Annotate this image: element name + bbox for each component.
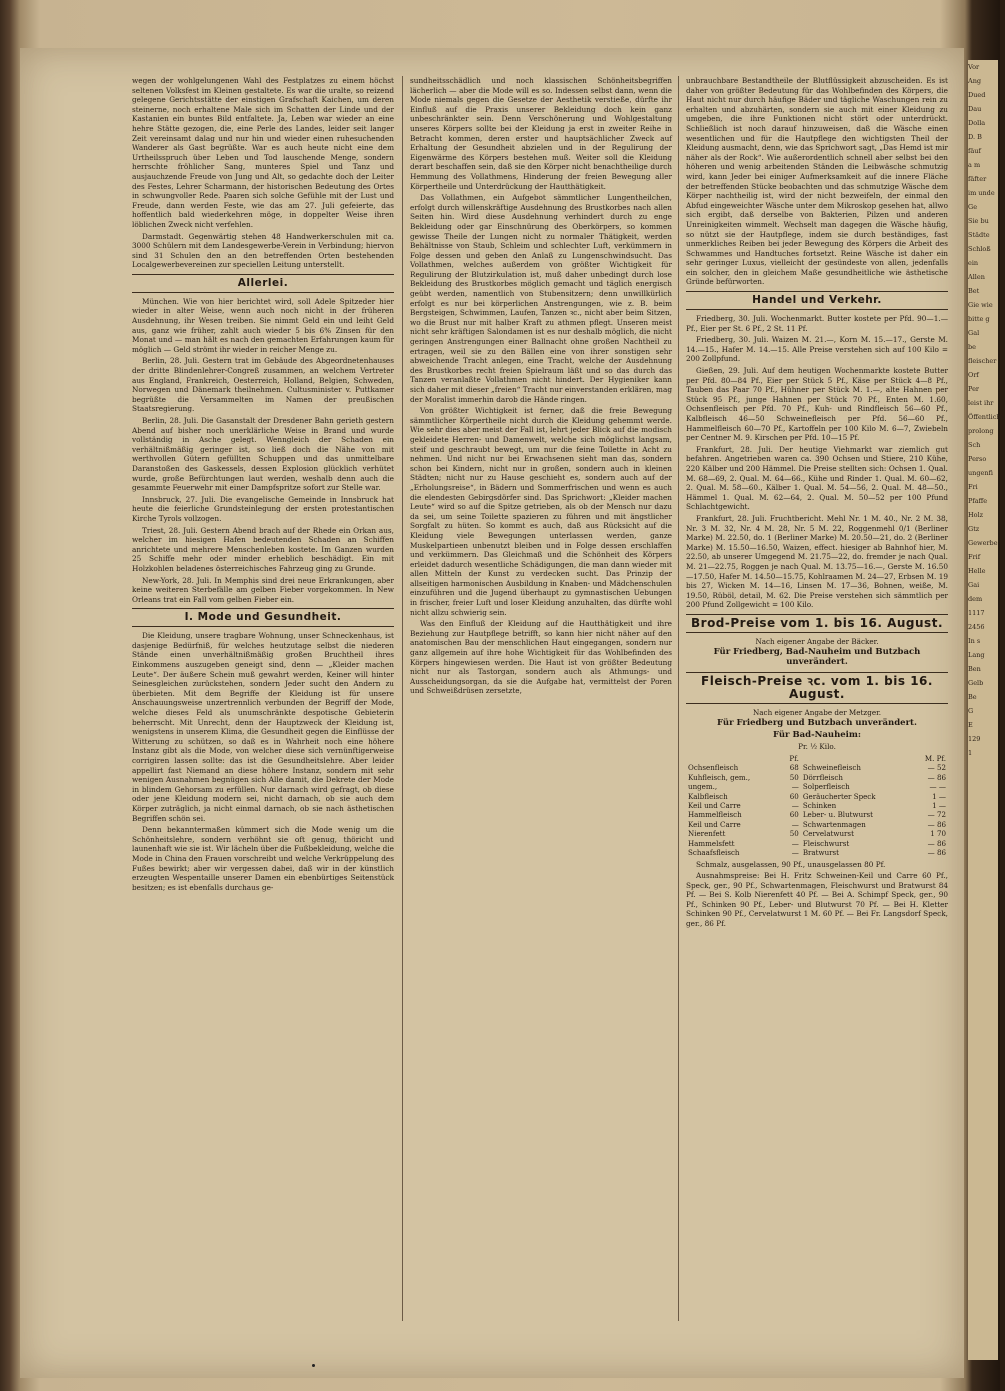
edge-fragment: 1 [968,749,973,757]
edge-fragment: Pfaffe [968,497,988,505]
table-cell: 1 70 [930,829,946,839]
table-cell: — 86 [927,838,946,848]
edge-fragment: Dued [968,91,986,99]
table-header: Pf. [789,754,799,764]
edge-fragment: Allen [968,273,985,281]
adjacent-page-edge [968,60,1005,1360]
edge-fragment: fäuf [968,147,981,155]
price-note: Schmalz, ausgelassen, 90 Pf., unausgelassen 80 Pf. [696,859,886,869]
edge-fragment: Dau [968,105,982,113]
meat-price-table [686,754,948,857]
table-cell: Schaafsfleisch [688,848,740,858]
notice-line: Für Bad-Nauheim: [772,729,862,740]
table-cell [686,754,781,763]
edge-fragment: 2456 [968,623,985,631]
table-row [686,782,948,791]
table-row [686,810,948,819]
edge-fragment: Frif [968,553,981,561]
article-paragraph: Die Kleidung, unsere tragbare Wohnung, unser Schneckenhaus, ist dasjenige Bedürfniß, für welches heutzutage selbst die niederen Stände einen unverhältnißmäßig großen Bruchtheil ihres Einkommens auszugeben geneigt sind, denn — „Kleider machen Leute“. Der äußere Schein muß gewahrt werden, Keiner will hinter Seinesgleichen zurückstehen, sondern Jeder sucht den Andern zu überbieten. Mit dem Begriffe der Kleidung ist für unsere Anschauungsweise unzertrennlich verbunden der Begriff der Mode, welche dieses Feld als unumschränkte despotische Gebieterin beherrscht. Mit Unrecht, denn der Hauptzweck der Kleidung ist, wenigstens in unserem Klima, die Gesundheit gegen die Einflüsse der Witterung zu schützen, so daß es in Wahrheit noch eine höhere Instanz gibt als die Mode, von welcher diese sich vernünftigerweise corrigiren lassen sollte: das ist die Gesundheitslehre. Aber leider appellirt fast Niemand an diese höhere Instanz, sondern mit sehr wenigen Ausnahmen begnügen sich Alle damit, die Dekrete der Mode in blindem Gehorsam zu erfüllen. Nur darnach wird gefragt, ob diese oder jene Kleidung modern sei, nicht darnach, ob sie auch dem Körper zuträglich, ja nicht einmal darnach, ob sie nach ästhetischen Begriffen schön sei. [132,631,394,823]
table-header: M. Pf. [924,754,946,764]
edge-fragment: Perso [968,455,987,463]
table-row [686,820,948,829]
table-cell: — [791,838,799,848]
edge-fragment: Lang [968,651,985,659]
table-cell: Hammelsfett [688,838,735,848]
table-cell: — 52 [927,763,946,773]
column-rule [678,76,679,1321]
edge-fragment: im unde [968,189,995,197]
subheading: Nach eigener Angabe der Metzger. [752,707,881,717]
meat-price-rows [686,763,948,857]
table-cell: Leber- u. Blutwurst [802,810,874,820]
edge-fragment: Gtz [968,525,980,533]
table-cell: — 86 [927,848,946,858]
table-cell: Kuhfleisch, gem., [688,772,751,782]
table-cell: — 72 [927,810,946,820]
edge-fragment: Bet [968,287,980,295]
table-cell: Geräucherter Speck [802,791,876,801]
edge-fragment: 1117 [968,609,985,617]
market-report: Frankfurt, 28. Juli. Der heutige Viehmarkt war ziemlich gut befahren. Angetrieben waren ca. 390 Ochsen und Stiere, 210 Kühe, 220 Kälber und 200 Hämmel. Die Preise stellten sich: Ochsen 1. Qual. M. 68—69, 2. Qual. M. 64—66., Kühe und Rinder 1. Qual. M. 60—62, 2. Qual. M. 58—60., Kälber 1. Qual. M. 54—56, 2. Qual. M. 48—50., Hämmel 1. Qual. M. 62—64, 2. Qual. M. 50—52 per 100 Pfund Schlachtgewicht. [686,444,948,512]
edge-fragment: Orf [968,371,979,379]
market-report: Gießen, 29. Juli. Auf dem heutigen Wochenmarkte kostete Butter per Pfd. 80—84 Pf., Eier per Stück 5 Pf., Käse per Stück 4—8 Pf., Tauben das Paar 70 Pf., Hühner per Stück M. 1.—, alte Hahnen per Stück 95 Pf., junge Hahnen per Stück 70 Pf., Enten M. 1.60, Ochsenfleisch per Pfd. 70 Pf., Kuh- und Rindfleisch 56—60 Pf., Kalbfleisch 46—50 Schweinefleisch per Pfd. 56—60 Pf., Hammelfleisch 60—70 Pf., Kartoffeln per 100 Kilo M. 6—7, Zwiebeln per Centner M. 9. Kirschen per Pfd. 10—15 Pf. [686,366,948,443]
section-heading: Brod-Preise vom 1. bis 16. August. [686,614,948,633]
edge-fragment: prolong [968,427,994,435]
table-cell: — 86 [927,819,946,829]
news-item: München. Wie von hier berichtet wird, soll Adele Spitzeder hier wieder in alter Weise, wenn auch noch nicht in der früheren Ausdehnung, ihr Wesen treiben. Sie nimmt Geld ein und leiht Geld aus, ganz wie früher, zahlt auch wieder 5 bis 6% Zinsen für den Monat und — man hält es nach den gemachten Erfahrungen kaum für möglich — Geld strömt ihr wieder in reicher Menge zu. [132,296,394,354]
edge-fragment: Öffentlichk [968,413,1005,421]
article-paragraph: unbrauchbare Bestandtheile der Blutflüssigkeit abzuscheiden. Es ist daher von größter Bedeutung für das Wohlbefinden des Körpers, die Haut nicht nur durch häufige Bäder und tägliche Waschungen rein zu erhalten und abzuhärten, sondern sie auch mit einer Kleidung zu umgeben, die ihre Funktionen nicht stört oder unterdrückt. Schließlich ist noch darauf hinzuweisen, daß die Wäsche einen wesentlichen und für die Hautpflege den wichtigsten Theil der Kleidung ausmacht, denn, wie das Sprichwort sagt, „Das Hemd ist mir näher als der Rock“. Wie außerordentlich schnell aber selbst bei den höheren und wenig arbeitenden Ständen die Leibwäsche schmutzig wird, kann Jeder bei einiger Aufmerksamkeit auf die innere Fläche der betreffenden Stücke beobachten und das schmutzige Wäsche dem Körper nachtheilig ist, wird der nicht bezweifeln, der einmal den Abfud eingeweichter Wäsche unter dem Mikroskop gesehen hat, allwo sich ergibt, daß derselbe von Bakterien, Pilzen und anderen Unreinigkeiten wimmelt. Wechselt man dagegen die Wäsche häufig, so nützt sie der Hautpflege, indem sie durch beständiges, fast unmerkliches Reiben bei jeder Bewegung des Körpers die Arbeit des Schwammes und Handtuches fortsetzt. Reine Wäsche ist daher ein sehr geringer Luxus, vielleicht der gesündeste von allen, jedenfalls ein solcher, den in gleichem Maße gesundheitliche wie ästhetische Gründe befürworten. [686,76,948,287]
table-row [686,848,948,857]
table-cell: Nierenfett [688,829,726,839]
notice-line: Für Friedberg und Butzbach unverändert. [717,718,917,729]
table-cell [801,754,912,763]
table-cell: Keil und Carre [688,819,741,829]
table-row [686,763,948,772]
table-cell: Keil und Carre [688,801,741,811]
edge-fragment: fleischer [968,357,997,365]
unit-label: Pr. ½ Kilo. [798,742,836,752]
table-cell: 50 [789,772,799,782]
article-paragraph: sundheitsschädlich und noch klassischen Schönheitsbegriffen lächerlich — aber die Mode will es so. Indessen selbst dann, wenn die Mode niemals gegen die Gesetze der Aesthetik verstieße, dürfte ihr Einfluß auf die Praxis unserer Bekleidung doch kein ganz unbeschränkter sein. Denn Verschönerung und Wohlgestaltung unseres Körpers sollte bei der Kleidung ja erst in zweiter Reihe in Betracht kommen, deren erster und hauptsächlicher Zweck auf Erhaltung der Gesundheit abzielen und in der Regulirung der Eigenwärme des Körpers bestehen muß. Weiter soll die Kleidung derart beschaffen sein, daß sie den Körper nicht benachtheilige durch Hemmung des Vollathmens, Hinderung der freien Bewegung aller Körpertheile und Unterdrückung der Hautthätigkeit. [410,76,672,191]
edge-fragment: ungenfi [968,469,993,477]
table-cell: Schwartenmagen [802,819,866,829]
table-cell: Hammelfleisch [688,810,742,820]
edge-fragment: Gelb [968,679,984,687]
edge-fragment: Fri [968,483,978,491]
table-row [686,801,948,810]
table-cell: Solperfleisch [802,782,850,792]
table-cell: Bratwurst [802,848,840,858]
section-heading: Handel und Verkehr. [686,291,948,310]
table-cell: Schinken [802,801,837,811]
column-2 [410,76,672,1316]
table-cell: 60 [789,810,799,820]
table-row [686,839,948,848]
edge-fragment: Per [968,385,980,393]
article-paragraph: Was den Einfluß der Kleidung auf die Hautthätigkeit und ihre Beziehung zur Hautpflege betrifft, so kann hier nicht näher auf den anatomischen Bau der menschlichen Haut eingegangen, sondern nur ganz allgemein auf ihre hohe Wichtigkeit für das Wohlbefinden des Körpers hingewiesen werden. Die Haut ist von größter Bedeutung nicht nur als Tastorgan, sondern auch als Athmungs- und Ausscheidungsorgan, da sie die Aufgabe hat, vermittelst der Poren und Schweißdrüsen zersetzte, [410,619,672,696]
edge-fragment: Helle [968,567,986,575]
news-item: Innsbruck, 27. Juli. Die evangelische Gemeinde in Innsbruck hat heute die feierliche Grundsteinlegung der ersten protestantischen Kirche Tyrols vollzogen. [132,494,394,523]
subheading: Nach eigener Angabe der Bäcker. [755,636,879,646]
table-cell: Schweinefleisch [802,763,861,773]
edge-fragment: Gewerbe [968,539,998,547]
edge-fragment: Gal [968,329,980,337]
edge-fragment: Ang [968,77,982,85]
edge-fragment: Sie bu [968,217,989,225]
table-cell: — [791,782,799,792]
table-cell: — 86 [927,772,946,782]
news-item: Berlin, 28. Juli. Gestern trat im Gebäude des Abgeordnetenhauses der dritte Blindenlehrer-Congreß zusammen, an welchem Vertreter aus England, Frankreich, Oesterreich, Holland, Belgien, Schweden, Norwegen und Dänemark theilnehmen. Cultusminister v. Puttkamer begrüßte die Versammelten im Namen der preußischen Staatsregierung. [132,356,394,414]
table-cell: 60 [789,791,799,801]
edge-fragment: Ge [968,203,978,211]
edge-fragment: bitte g [968,315,990,323]
page-mark [312,1364,315,1367]
market-report: Friedberg, 30. Juli. Waizen M. 21.—, Korn M. 15.—17., Gerste M. 14.—15., Hafer M. 14.—15. Alle Preise verstehen sich auf 100 Kilo = 200 Zollpfund. [686,335,948,364]
table-header-row [686,754,948,763]
edge-fragment: Sch [968,441,981,449]
edge-fragment: dem [968,595,983,603]
edge-fragment: be [968,343,977,351]
table-cell: 50 [789,829,799,839]
market-report: Friedberg, 30. Juli. Wochenmarkt. Butter kostete per Pfd. 90—1.— Pf., Eier per St. 6 Pf., 2 St. 11 Pf. [686,314,948,333]
table-row [686,829,948,838]
article-paragraph: Von größter Wichtigkeit ist ferner, daß die freie Bewegung sämmtlicher Körpertheile nicht durch die Kleidung gehemmt werde. Wie sehr dies aber meist der Fall ist, lehrt jeder Blick auf die modisch gekleidete Herren- und Damenwelt, welche sich möglichst langsam, steif und geschraubt bewegt, um nur die feine Toilette in Acht zu nehmen. Und nicht nur bei Erwachsenen sieht man das, sondern schon bei Kindern, nicht nur in großen, sondern auch in kleinen Städten; nicht nur zu Hause geschieht es, sondern auch auf der „Erholungsreise“, in Bädern und Sommerfrischen und wenn es auch die elendesten Gebirgsdörfer sind. Das Sprichwort: „Kleider machen Leute“ wird so auf die Spitze getrieben, als ob der Mensch nur dazu da sei, um seine Toilette spazieren zu führen und mit ängstlicher Sorgfalt zu hüten. So kommt es auch, daß aus Rücksicht auf die Kleidung viele Bewegungen unterlassen werden, ganze Muskelpartieen unbenutzt bleiben und in Folge dessen erschlaffen und verkümmern. Das Gleichmaß und die Schönheit des Körpers erleidet dadurch wesentliche Schädigungen, die man dann wieder mit allen Mitteln der Kunst zu verdecken sucht. Das Prinzip der allseitigen harmonischen Ausbildung in Knaben- und Mädchenschulen einzuführen und die Jugend überhaupt zu gymnastischen Uebungen in frischer, freier Luft und loser Kleidung anzuhalten, das dürfte wohl nicht allzu schwierig sein. [410,406,672,617]
table-cell: Dörrfleisch [802,772,843,782]
edge-fragment: Dolla [968,119,986,127]
section-heading: I. Mode und Gesundheit. [132,608,394,627]
section-heading: Allerlei. [132,274,394,293]
edge-fragment: Schloß [968,245,991,253]
edge-fragment: E [968,721,973,729]
news-item: Triest, 28. Juli. Gestern Abend brach auf der Rhede ein Orkan aus, welcher im hiesigen Hafen bedeutenden Schaden an Schiffen anrichtete und mehrere Menschenleben kostete. Im Ganzen wurden 25 Schiffe mehr oder minder erheblich beschädigt. Ein mit Holzkohlen beladenes österreichisches Fahrzeug ging zu Grunde. [132,525,394,573]
article-paragraph: wegen der wohlgelungenen Wahl des Festplatzes zu einem höchst seltenen Volksfest im Kleinen gestaltete. Es war die uralte, so reizend gelegene Gerichtsstätte der einstigen Grafschaft Kaichen, um deren steinerne, noch erhaltene Male sich im Schatten der Linde und der Kastanien ein buntes Bild entfaltete. Ja, Leben war wieder an eine hehre Stätte gezogen, die, eine Perle des Landes, leider seit langer Zeit vereinsamt dalag und nur hin und wieder einen ruhesuchenden Wanderer als Gast begrüßte. War es auch heute nicht eine dem Urtheilsspruch über Leben und Tod lauschende Menge, sondern herrschte fröhlicher Sang, munteres Spiel und Tanz und ausjauchzende Freude von Jung und Alt, so gedachte doch der Leiter des Festes, Lehrer Scharmann, der historischen Bedeutung des Ortes in schwungvoller Rede. Paaren sich solche Gefühle mit der Lust und Freude, dann werden Feste, wie das am 27. Juli gefeierte, das hoffentlich bald wiederkehren möge, in doppelter Weise ihren löblichen Zweck nicht verfehlen. [132,76,394,229]
edge-fragment: Be [968,693,977,701]
table-cell: ungem., [688,782,718,792]
edge-fragment: Gie wie [968,301,993,309]
newspaper-page [20,48,964,1378]
table-cell: 1 — [932,801,946,811]
edge-fragment: Holz [968,511,984,519]
news-item: New-York, 28. Juli. In Memphis sind drei neue Erkrankungen, aber keine weiteren Sterbefälle am gelben Fieber vorgekommen. In New Orleans trat ein Fall vom gelben Fieber ein. [132,575,394,604]
table-cell: Fleischwurst [802,838,850,848]
section-heading: Fleisch-Preise ꝛc. vom 1. bis 16. August. [686,672,948,704]
table-cell: Ochsenfleisch [688,763,739,773]
article-paragraph: Das Vollathmen, ein Aufgebot sämmtlicher Lungentheilchen, erfolgt durch willenskräftige Ausdehnung des Brustkorbes nach allen Seiten hin. Wird diese Ausdehnung verhindert durch zu enge Bekleidung oder gar Einschnürung des Oberkörpers, so kommen gewisse Theile der Lungen nicht zu normaler Thätigkeit, werden Behältnisse von Staub, Schleim und schlechter Luft, verkümmern in Folge dessen und geben den Anlaß zu Lungenschwindsucht. Das Vollathmen, welches außerdem von größter Wichtigkeit für Regulirung der Blutzirkulation ist, muß daher unbedingt durch lose Bekleidung des Brustkorbes möglich gemacht und täglich energisch geübt werden, namentlich von Stubensitzern; denn unwillkürlich erfolgt es nur bei körperlichen Anstrengungen, wie z. B. beim Bergsteigen, Schwimmen, Laufen, Tanzen ꝛc., nicht aber beim Sitzen, wo die Brust nur mit halber Kraft zu athmen pflegt. Unseren meist nicht sehr kräftigen Salondamen ist es nur deshalb möglich, die nicht geringen Anstrengungen einer Ballnacht ohne großen Nachtheil zu ertragen, weil sie zu den Bällen eine von ihrer sonstigen sehr abweichende Tracht anlegen, eine Tracht, welche der Ausdehnung des Brustkorbes recht freien Spielraum läßt und so das durch das Tanzen veranlaßte Vollathmen nicht hindert. Der Hygieniker kann sich daher mit dieser „freien“ Tracht nur einverstanden erklären, mag der Moralist immerhin darob die Hände ringen. [410,193,672,404]
column-1 [132,76,394,1316]
price-note: Ausnahmspreise: Bei H. Fritz Schweinen-Keil und Carre 60 Pf., Speck, ger., 90 Pf., Schwartenmagen, Fleischwurst und Bratwurst 84 Pf. — Bei S. Kolb Nierenfett 40 Pf. — Bei A. Schimpf Speck, ger., 90 Pf., Schinken 90 Pf., Leber- und Blutwurst 70 Pf. — Bei H. Kletter Schinken 90 Pf., Cervelatwurst 1 M. 60 Pf. — Bei Fr. Langsdorf Speck, ger., 86 Pf. [686,871,948,929]
edge-fragment: fäfter [968,175,987,183]
table-cell: — [791,848,799,858]
edge-fragment: 129 [968,735,981,743]
edge-fragment: Ben [968,665,981,673]
column-3 [686,76,948,1316]
edge-fragment: In s [968,637,981,645]
table-cell: Kalbfleisch [688,791,728,801]
table-cell: Cervelatwurst [802,829,854,839]
market-report: Frankfurt, 28. Juli. Fruchtbericht. Mehl Nr. 1 M. 40., Nr. 2 M. 38, Nr. 3 M. 32, Nr. 4 M. 28, Nr. 5 M. 22, Roggenmehl 0/1 (Berliner Marke) M. 22.50, do. 1 (Berliner Marke) M. 20.50—21, do. 2 (Berliner Marke) M. 15.50—16.50, Waizen, effect. hiesiger ab Bahnhof hier, M. 22.50, ab unserer Umgegend M. 21.75—22, do. fremder je nach Qual. M. 21—22.75, Roggen je nach Qual. M. 13.75—16.—, Gerste M. 16.50—17.50, Hafer M. 14.50—15.75, Kohlraamen M. 24—27, Erbsen M. 19 bis 27, Wicken M. 14—16, Linsen M. 17—36, Bohnen, weiße, M. 19.50, Rüböl, detail, M. 62. Die Preise verstehen sich sämmtlich per 200 Pfund Zollgewicht = 100 Kilo. [686,513,948,610]
table-cell: 1 — [932,791,946,801]
table-cell: 68 [789,763,799,773]
edge-fragment: Städte [968,231,990,239]
edge-fragment: Vor [968,63,980,71]
edge-fragment: Gai [968,581,980,589]
table-cell: — [791,819,799,829]
edge-fragment: G [968,707,974,715]
column-rule [402,76,403,1321]
article-paragraph: Darmstadt. Gegenwärtig stehen 48 Handwerkerschulen mit ca. 3000 Schülern mit dem Landesgewerbe-Verein in Verbindung; hiervon sind 31 Schulen den an den betreffenden Orten bestehenden Localgewerbevereinen zur speciellen Leitung unterstellt. [132,231,394,270]
edge-fragment: leist ihr [968,399,994,407]
article-paragraph: Denn bekanntermaßen kümmert sich die Mode wenig um die Schönheitslehre, sondern verhöhnt sie oft genug, thöricht und launenhaft wie sie ist. Wir lächeln über die Fußbekleidung, welche die Mode in China den Frauen vorschreibt und welche Verkrüppelung des Fußes bewirkt; aber wir vergessen dabei, daß wir in der künstlich erzeugten Wespentaille unserer Damen ein ebenbürtiges Seitenstück besitzen; es ist ebenfalls durchaus ge- [132,825,394,892]
edge-fragment: ein [968,259,979,267]
edge-fragment: a m [968,161,981,169]
table-cell: — [791,801,799,811]
table-cell: — — [929,782,946,792]
news-item: Berlin, 28. Juli. Die Gasanstalt der Dresdener Bahn gerieth gestern Abend auf bisher noch unerklärliche Weise in Brand und wurde vollständig in Asche gelegt. Wenngleich der Schaden ein verhältnißmäßig geringer ist, so ließ doch die Nähe von mit werthvollen Gütern gefüllten Schuppen und das unmittelbare Daranstoßen des Gaskessels, dessen Explosion glücklich verhütet wurde, große Befürchtungen laut werden, weshalb denn auch die gesammte Feuerwehr mit einer Dampfspritze sofort zur Stelle war. [132,416,394,493]
notice-line: Für Friedberg, Bad-Nauheim und Butzbach unverändert. [713,647,921,668]
table-row [686,792,948,801]
edge-fragment: D. B [968,133,982,141]
table-row [686,773,948,782]
